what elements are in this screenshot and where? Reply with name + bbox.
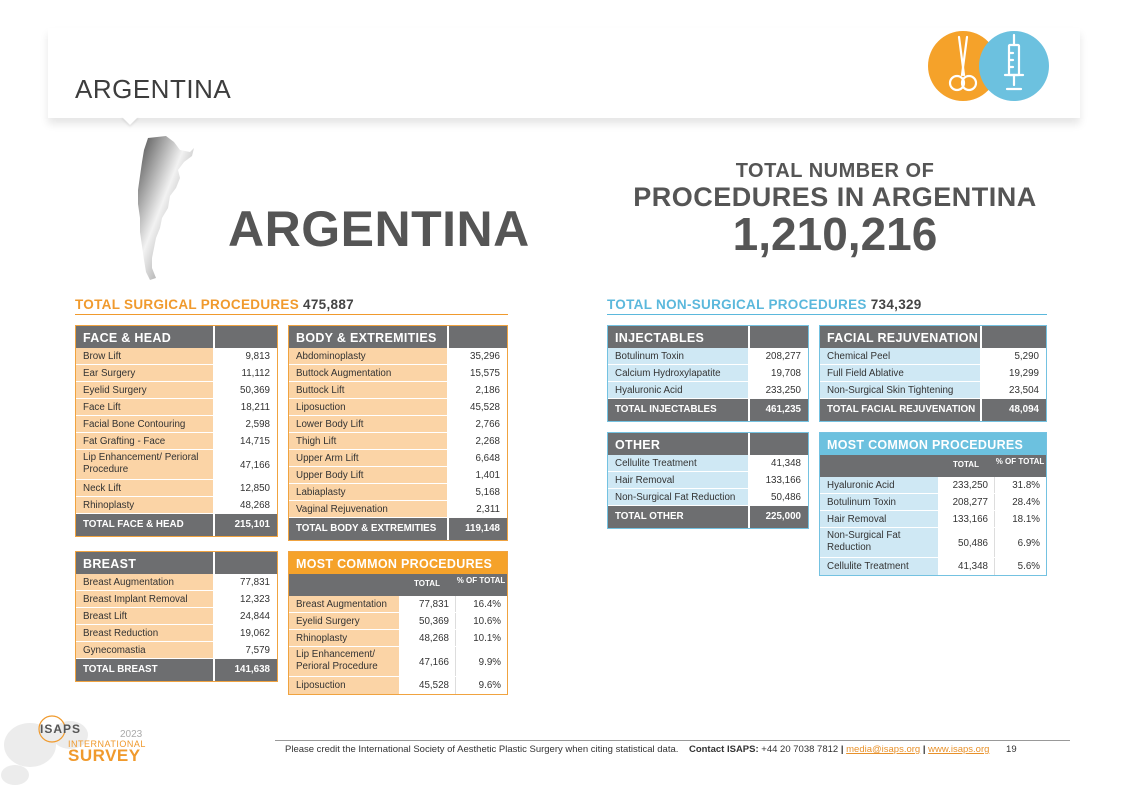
row-name: Hyaluronic Acid bbox=[608, 382, 748, 398]
row-name: Ear Surgery bbox=[76, 365, 213, 381]
row-name: Non-Surgical Fat Reduction bbox=[820, 528, 938, 557]
row-name: Liposuction bbox=[289, 677, 399, 694]
row-name: Hair Removal bbox=[820, 511, 938, 527]
page-number: 19 bbox=[1006, 744, 1017, 755]
table-title: BODY & EXTREMITIES bbox=[289, 326, 447, 348]
row-value: 47,166 bbox=[213, 450, 277, 479]
row-pct: 10.6% bbox=[455, 613, 507, 629]
footer-phone: +44 20 7038 7812 bbox=[761, 744, 839, 755]
row-name: Breast Reduction bbox=[76, 625, 213, 641]
row-pct: 10.1% bbox=[455, 630, 507, 646]
face-head-table bbox=[75, 325, 278, 537]
total-value: 215,101 bbox=[213, 514, 277, 536]
row-total: 41,348 bbox=[938, 558, 994, 575]
row-value: 14,715 bbox=[213, 433, 277, 449]
row-value: 18,211 bbox=[213, 399, 277, 415]
nonsurgical-header bbox=[607, 297, 1047, 315]
table-title: BREAST bbox=[76, 552, 213, 574]
row-value: 45,528 bbox=[447, 399, 507, 415]
total-value: 48,094 bbox=[980, 399, 1046, 421]
row-total: 77,831 bbox=[399, 596, 455, 612]
logo-year: 2023 bbox=[120, 729, 143, 740]
col-total-header: TOTAL bbox=[414, 579, 440, 588]
row-value: 2,766 bbox=[447, 416, 507, 432]
row-pct: 16.4% bbox=[455, 596, 507, 612]
row-value: 5,168 bbox=[447, 484, 507, 500]
row-value: 9,813 bbox=[213, 348, 277, 364]
row-name: Brow Lift bbox=[76, 348, 213, 364]
row-value: 12,323 bbox=[213, 591, 277, 607]
total-label: TOTAL OTHER bbox=[608, 506, 748, 528]
total-value: 461,235 bbox=[748, 399, 808, 421]
nonsurgical-label: TOTAL NON-SURGICAL PROCEDURES bbox=[607, 297, 867, 312]
row-value: 19,299 bbox=[980, 365, 1046, 381]
row-pct: 9.6% bbox=[455, 677, 507, 694]
row-value: 35,296 bbox=[447, 348, 507, 364]
row-name: Neck Lift bbox=[76, 480, 213, 496]
row-value: 11,112 bbox=[213, 365, 277, 381]
row-value: 2,268 bbox=[447, 433, 507, 449]
col-pct-header: % OF TOTAL bbox=[995, 457, 1045, 466]
total-value: 1,210,216 bbox=[732, 208, 938, 260]
row-name: Calcium Hydroxylapatite bbox=[608, 365, 748, 381]
total-value: 225,000 bbox=[748, 506, 808, 528]
row-value: 24,844 bbox=[213, 608, 277, 624]
total-label: TOTAL FACIAL REJUVENATION bbox=[820, 399, 980, 421]
row-name: Lip Enhancement/ Perioral Procedure bbox=[76, 450, 213, 479]
row-name: Botulinum Toxin bbox=[820, 494, 938, 510]
row-total: 133,166 bbox=[938, 511, 994, 527]
footer-separator: | bbox=[840, 744, 844, 755]
row-value: 15,575 bbox=[447, 365, 507, 381]
row-pct: 5.6% bbox=[994, 558, 1046, 575]
col-pct-header: % OF TOTAL bbox=[456, 576, 506, 585]
row-name: Non-Surgical Fat Reduction bbox=[608, 489, 748, 505]
row-name: Cellulite Treatment bbox=[608, 455, 748, 471]
row-name: Eyelid Surgery bbox=[289, 613, 399, 629]
row-value: 2,186 bbox=[447, 382, 507, 398]
footer bbox=[285, 744, 1017, 755]
total-line-2: PROCEDURES IN ARGENTINA bbox=[633, 182, 1037, 212]
row-name: Thigh Lift bbox=[289, 433, 447, 449]
row-name: Upper Arm Lift bbox=[289, 450, 447, 466]
row-pct: 18.1% bbox=[994, 511, 1046, 527]
surgical-label: TOTAL SURGICAL PROCEDURES bbox=[75, 297, 300, 312]
row-name: Eyelid Surgery bbox=[76, 382, 213, 398]
row-value: 133,166 bbox=[748, 472, 808, 488]
row-total: 233,250 bbox=[938, 477, 994, 493]
footer-contact-label: Contact ISAPS: bbox=[688, 744, 759, 755]
footer-web-link[interactable]: www.isaps.org bbox=[928, 744, 990, 755]
col-total-header: TOTAL bbox=[953, 460, 979, 469]
row-name: Buttock Lift bbox=[289, 382, 447, 398]
body-extremities-table bbox=[288, 325, 508, 541]
row-name: Cellulite Treatment bbox=[820, 558, 938, 575]
nonsurgical-most-common-table bbox=[819, 432, 1047, 576]
row-value: 208,277 bbox=[748, 348, 808, 364]
logo-survey: SURVEY bbox=[68, 746, 141, 765]
footer-rule bbox=[275, 740, 1070, 741]
argentina-map-icon bbox=[118, 132, 218, 282]
row-name: Liposuction bbox=[289, 399, 447, 415]
total-procedures-block bbox=[600, 160, 1070, 261]
total-value: 141,638 bbox=[213, 659, 277, 681]
row-name: Chemical Peel bbox=[820, 348, 980, 364]
total-label: TOTAL INJECTABLES bbox=[608, 399, 748, 421]
row-value: 1,401 bbox=[447, 467, 507, 483]
row-name: Face Lift bbox=[76, 399, 213, 415]
page-title: ARGENTINA bbox=[75, 74, 232, 104]
total-label: TOTAL FACE & HEAD bbox=[76, 514, 213, 536]
row-total: 208,277 bbox=[938, 494, 994, 510]
row-name: Lower Body Lift bbox=[289, 416, 447, 432]
row-value: 19,708 bbox=[748, 365, 808, 381]
row-value: 5,290 bbox=[980, 348, 1046, 364]
row-name: Fat Grafting - Face bbox=[76, 433, 213, 449]
other-table bbox=[607, 432, 809, 529]
facial-rejuvenation-table bbox=[819, 325, 1047, 422]
total-line-1: TOTAL NUMBER OF bbox=[735, 160, 935, 182]
surgical-value: 475,887 bbox=[303, 297, 354, 312]
total-label: TOTAL BREAST bbox=[76, 659, 213, 681]
row-pct: 6.9% bbox=[994, 528, 1046, 557]
row-name: Breast Implant Removal bbox=[76, 591, 213, 607]
row-name: Rhinoplasty bbox=[76, 497, 213, 513]
row-name: Vaginal Rejuvenation bbox=[289, 501, 447, 517]
row-value: 2,311 bbox=[447, 501, 507, 517]
row-value: 41,348 bbox=[748, 455, 808, 471]
row-name: Hair Removal bbox=[608, 472, 748, 488]
row-value: 50,369 bbox=[213, 382, 277, 398]
row-total: 45,528 bbox=[399, 677, 455, 694]
row-name: Lip Enhancement/ Perioral Procedure bbox=[289, 647, 399, 676]
row-pct: 31.8% bbox=[994, 477, 1046, 493]
table-title: MOST COMMON PROCEDURES bbox=[827, 438, 1024, 452]
row-value: 6,648 bbox=[447, 450, 507, 466]
row-name: Gynecomastia bbox=[76, 642, 213, 658]
syringe-icon bbox=[979, 31, 1049, 101]
table-title: FACIAL REJUVENATION bbox=[820, 326, 980, 348]
row-value: 50,486 bbox=[748, 489, 808, 505]
nonsurgical-value: 734,329 bbox=[870, 297, 922, 312]
row-name: Full Field Ablative bbox=[820, 365, 980, 381]
row-total: 50,369 bbox=[399, 613, 455, 629]
logo-international: INTERNATIONAL bbox=[68, 739, 146, 749]
row-pct: 28.4% bbox=[994, 494, 1046, 510]
row-name: Breast Augmentation bbox=[76, 574, 213, 590]
row-name: Breast Lift bbox=[76, 608, 213, 624]
table-title: OTHER bbox=[608, 433, 748, 455]
row-value: 233,250 bbox=[748, 382, 808, 398]
row-name: Hyaluronic Acid bbox=[820, 477, 938, 493]
row-total: 48,268 bbox=[399, 630, 455, 646]
footer-separator: | bbox=[922, 744, 926, 755]
row-value: 2,598 bbox=[213, 416, 277, 432]
row-value: 7,579 bbox=[213, 642, 277, 658]
table-title: FACE & HEAD bbox=[76, 326, 213, 348]
row-name: Facial Bone Contouring bbox=[76, 416, 213, 432]
total-value: 119,148 bbox=[447, 518, 507, 540]
row-pct: 9.9% bbox=[455, 647, 507, 676]
row-name: Abdominoplasty bbox=[289, 348, 447, 364]
table-title: MOST COMMON PROCEDURES bbox=[296, 557, 493, 571]
row-name: Labiaplasty bbox=[289, 484, 447, 500]
row-value: 48,268 bbox=[213, 497, 277, 513]
country-name: ARGENTINA bbox=[228, 201, 530, 257]
footer-credit: Please credit the International Society of Aesthetic Plastic Surgery when citing statistical data. bbox=[285, 744, 679, 755]
footer-email-link[interactable]: media@isaps.org bbox=[846, 744, 921, 755]
row-name: Breast Augmentation bbox=[289, 596, 399, 612]
row-name: Non-Surgical Skin Tightening bbox=[820, 382, 980, 398]
row-name: Upper Body Lift bbox=[289, 467, 447, 483]
row-value: 23,504 bbox=[980, 382, 1046, 398]
row-name: Botulinum Toxin bbox=[608, 348, 748, 364]
row-total: 50,486 bbox=[938, 528, 994, 557]
total-label: TOTAL BODY & EXTREMITIES bbox=[289, 518, 447, 540]
row-value: 77,831 bbox=[213, 574, 277, 590]
logo-isaps: ISAPS bbox=[40, 722, 82, 736]
injectables-table bbox=[607, 325, 809, 422]
row-name: Rhinoplasty bbox=[289, 630, 399, 646]
surgical-header bbox=[75, 297, 508, 315]
header-notch bbox=[121, 116, 139, 125]
table-title: INJECTABLES bbox=[608, 326, 748, 348]
surgical-most-common-table bbox=[288, 551, 508, 695]
row-value: 19,062 bbox=[213, 625, 277, 641]
row-value: 12,850 bbox=[213, 480, 277, 496]
row-name: Buttock Augmentation bbox=[289, 365, 447, 381]
breast-table bbox=[75, 551, 278, 682]
row-total: 47,166 bbox=[399, 647, 455, 676]
